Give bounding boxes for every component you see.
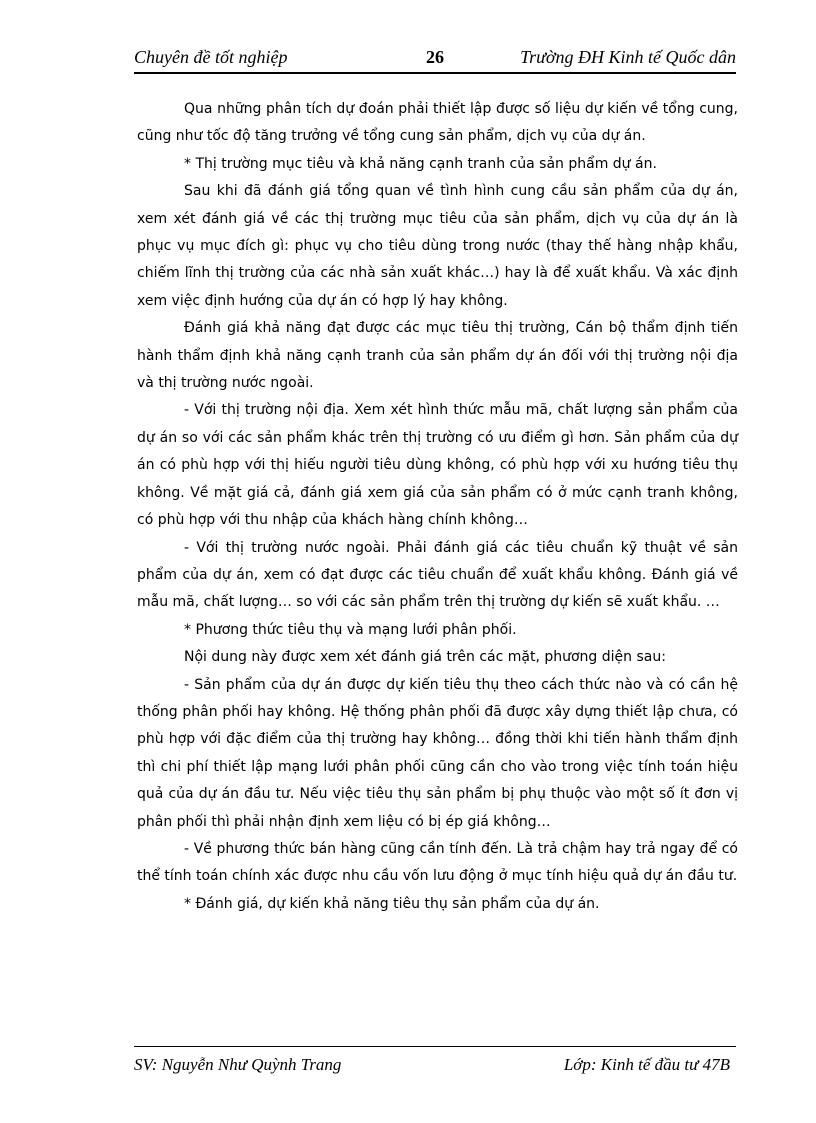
body-text: [137, 96, 738, 918]
page-header: [134, 47, 736, 73]
paragraph: - Với thị trường nội địa. Xem xét hình thức mẫu mã, chất lượng sản phẩm của dự án so với các sản phẩm khác trên thị trường có ưu điểm gì hơn. Sản phẩm của dự án có phù hợp với thị hiếu người tiêu dùng không, có phù hợp với xu hướng tiêu thụ không. Về mặt giá cả, đánh giá xem giá của sản phẩm có ở mức cạnh tranh không, có phù hợp với thu nhập của khách hàng chính không…: [137, 402, 738, 529]
paragraph: Nội dung này được xem xét đánh giá trên các mặt, phương diện sau:: [184, 649, 666, 666]
page-footer: [134, 1055, 736, 1079]
paragraph: Sau khi đã đánh giá tổng quan về tình hình cung cầu sản phẩm của dự án, xem xét đánh giá về các thị trường mục tiêu của sản phẩm, dịch vụ của dự án là phục vụ mục đích gì: phục vụ cho tiêu dùng trong nước (thay thế hàng nhập khẩu, chiếm lĩnh thị trường của các nhà sản xuất khác…) hay là để xuất khẩu. Và xác định xem việc định hướng của dự án có hợp lý hay không.: [137, 183, 738, 309]
paragraph: Qua những phân tích dự đoán phải thiết lập được số liệu dự kiến về tổng cung, cũng như tốc độ tăng trưởng về tổng cung sản phẩm, dịch vụ của dự án.: [137, 101, 738, 145]
header-thesis-title: Chuyên đề tốt nghiệp: [134, 47, 288, 67]
paragraph: * Đánh giá, dự kiến khả năng tiêu thụ sản phẩm của dự án.: [184, 895, 600, 912]
paragraph: - Sản phẩm của dự án được dự kiến tiêu thụ theo cách thức nào và có cần hệ thống phân phối hay không. Hệ thống phân phối đã được xây dựng thiết lập chưa, có phù hợp với đặc điểm của thị trường hay không… đồng thời khi tiến hành thẩm định thì chi phí thiết lập mạng lưới phân phối cũng cần cho vào trong việc tính toán hiệu quả của dự án đầu tư. Nếu việc tiêu thụ sản phẩm bị phụ thuộc vào một số ít đơn vị phân phối thì phải nhận định xem liệu có bị ép giá không…: [137, 676, 738, 830]
footer-student-name: SV: Nguyễn Như Quỳnh Trang: [134, 1055, 342, 1074]
paragraph: - Với thị trường nước ngoài. Phải đánh giá các tiêu chuẩn kỹ thuật về sản phẩm của dự án, xem có đạt được các tiêu chuẩn để xuất khẩu không. Đánh giá về mẫu mã, chất lượng… so với các sản phẩm trên thị trường dự kiến sẽ xuất khẩu. …: [137, 539, 738, 611]
paragraph: - Về phương thức bán hàng cũng cần tính đến. Là trả chậm hay trả ngay để có thể tính toán chính xác được nhu cầu vốn lưu động ở mục tính hiệu quả dự án đầu tư.: [137, 840, 738, 885]
header-divider: [134, 72, 736, 74]
footer-class: Lớp: Kinh tế đầu tư 47B: [563, 1055, 730, 1074]
paragraph: * Thị trường mục tiêu và khả năng cạnh tranh của sản phẩm dự án.: [184, 155, 657, 172]
paragraph: Đánh giá khả năng đạt được các mục tiêu thị trường, Cán bộ thẩm định tiến hành thẩm định khả năng cạnh tranh của sản phẩm dự án đối với thị trường nội địa và thị trường nước ngoài.: [137, 320, 738, 392]
footer-divider: [134, 1046, 736, 1047]
paragraph: * Phương thức tiêu thụ và mạng lưới phân phối.: [184, 621, 517, 638]
header-university: Trường ĐH Kinh tế Quốc dân: [520, 47, 736, 67]
page-number: 26: [426, 47, 444, 67]
